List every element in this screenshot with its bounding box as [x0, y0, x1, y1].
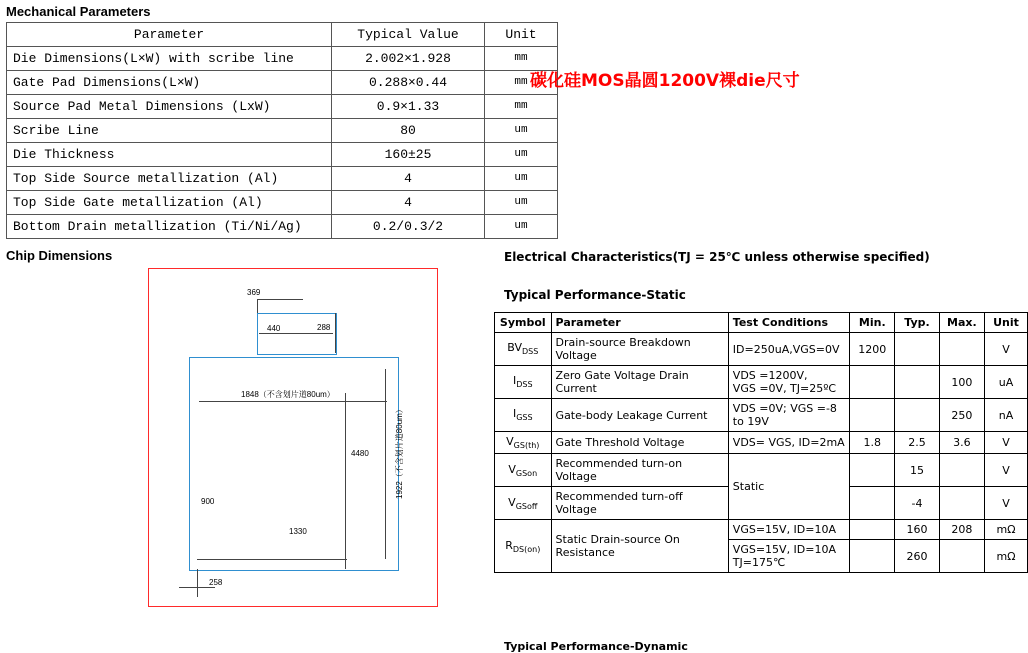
- cell-unit: V: [985, 487, 1028, 520]
- table-row: [495, 454, 1028, 487]
- symbol-base: V: [508, 495, 516, 509]
- cell-max: [939, 487, 984, 520]
- cell-value: 4: [332, 167, 485, 191]
- dim-label-left-offset: 900: [201, 497, 215, 506]
- symbol-subscript: DSS: [521, 347, 539, 357]
- column-header-parameter: Parameter: [551, 313, 728, 333]
- cell-unit: um: [485, 119, 558, 143]
- cell-parameter: Gate Pad Dimensions(L×W): [7, 71, 332, 95]
- cell-symbol: [495, 520, 552, 573]
- cell-typ: [895, 399, 939, 432]
- symbol-base: I: [512, 374, 517, 388]
- symbol-subscript: GS(th): [513, 441, 540, 451]
- symbol-subscript: GSS: [516, 413, 533, 423]
- cell-typ: -4: [895, 487, 939, 520]
- dim-label-bottom-offset: 258: [209, 578, 223, 587]
- table-row: [7, 119, 558, 143]
- cell-parameter: Die Dimensions(L×W) with scribe line: [7, 47, 332, 71]
- cell-unit: nA: [985, 399, 1028, 432]
- dim-line: [197, 559, 347, 560]
- cell-value: 80: [332, 119, 485, 143]
- cell-parameter: Recommended turn-on Voltage: [551, 454, 728, 487]
- condition-line: TJ=175℃: [732, 556, 786, 570]
- column-header-min: Min.: [850, 313, 895, 333]
- condition-line: VDS =1200V,: [732, 369, 808, 382]
- symbol-subscript: DSS: [516, 380, 533, 390]
- column-header-typical-value: Typical Value: [332, 23, 485, 47]
- cell-typ: 15: [895, 454, 939, 487]
- cell-unit: uA: [985, 366, 1028, 399]
- cell-unit: um: [485, 191, 558, 215]
- symbol-subscript: GSon: [515, 468, 538, 478]
- cell-symbol: [495, 432, 552, 454]
- cell-max: 208: [939, 520, 984, 540]
- symbol-subscript: GSoff: [515, 501, 538, 511]
- cell-symbol: [495, 399, 552, 432]
- typical-performance-static-subtitle: Typical Performance-Static: [504, 288, 686, 302]
- cell-parameter: Recommended turn-off Voltage: [551, 487, 728, 520]
- dim-line: [257, 299, 258, 313]
- cell-min: [850, 540, 895, 573]
- cell-unit: mΩ: [985, 540, 1028, 573]
- mechanical-parameters-title: Mechanical Parameters: [6, 4, 151, 19]
- cell-typ: [895, 366, 939, 399]
- cell-typ: 260: [895, 540, 939, 573]
- cell-value: 2.002×1.928: [332, 47, 485, 71]
- column-header-typ: Typ.: [895, 313, 939, 333]
- cell-max: 3.6: [939, 432, 984, 454]
- table-header-row: [495, 313, 1028, 333]
- cell-value: 160±25: [332, 143, 485, 167]
- gate-pad-outline: [257, 313, 337, 355]
- dim-label-pad-top: 369: [247, 288, 261, 297]
- cell-conditions: Static: [728, 454, 850, 520]
- cell-parameter: Source Pad Metal Dimensions (LxW): [7, 95, 332, 119]
- table-row: [495, 432, 1028, 454]
- cell-unit: um: [485, 143, 558, 167]
- cell-min: 1.8: [850, 432, 895, 454]
- mechanical-parameters-table: [6, 22, 558, 239]
- cell-conditions: ID=250uA,VGS=0V: [728, 333, 850, 366]
- condition-line: VGS =0V, TJ=25ºC: [732, 382, 837, 395]
- table-row: [7, 143, 558, 167]
- symbol-base: V: [508, 462, 516, 476]
- cell-parameter: Die Thickness: [7, 143, 332, 167]
- symbol-subscript: DS(on): [512, 544, 541, 554]
- chip-dimensions-figure: [148, 268, 438, 607]
- symbol-base: BV: [507, 341, 522, 355]
- red-annotation-text: 碳化硅MOS晶圆1200V裸die尺寸: [530, 71, 800, 91]
- cell-value: 0.2/0.3/2: [332, 215, 485, 239]
- cell-parameter: Top Side Gate metallization (Al): [7, 191, 332, 215]
- typical-performance-dynamic-title: Typical Performance-Dynamic: [504, 640, 688, 653]
- dim-line: [197, 569, 198, 597]
- cell-typ: 2.5: [895, 432, 939, 454]
- cell-min: [850, 399, 895, 432]
- dim-line: [179, 587, 215, 588]
- table-row: [7, 167, 558, 191]
- condition-line: VGS=15V, ID=10A: [732, 543, 837, 557]
- dim-line: [199, 401, 387, 402]
- cell-max: 250: [939, 399, 984, 432]
- symbol-base: I: [512, 407, 517, 421]
- cell-unit: V: [985, 454, 1028, 487]
- dim-label-pad-height: 288: [317, 323, 331, 332]
- column-header-max: Max.: [939, 313, 984, 333]
- dim-label-right-depth: 4480: [351, 449, 369, 458]
- cell-parameter: Bottom Drain metallization (Ti/Ni/Ag): [7, 215, 332, 239]
- column-header-unit: Unit: [485, 23, 558, 47]
- table-row: [495, 366, 1028, 399]
- cell-max: 100: [939, 366, 984, 399]
- dim-line: [385, 369, 386, 559]
- table-row: [7, 47, 558, 71]
- table-row: [7, 95, 558, 119]
- dim-line: [257, 299, 303, 300]
- cell-unit: um: [485, 215, 558, 239]
- cell-typ: 160: [895, 520, 939, 540]
- cell-unit: V: [985, 333, 1028, 366]
- dim-line: [345, 393, 346, 569]
- cell-parameter: Gate-body Leakage Current: [551, 399, 728, 432]
- chip-dimensions-title: Chip Dimensions: [6, 248, 113, 263]
- dim-label-inner-height: 1922（不含划片道80um）: [395, 405, 404, 499]
- cell-parameter: Gate Threshold Voltage: [551, 432, 728, 454]
- cell-value: 4: [332, 191, 485, 215]
- cell-parameter: Zero Gate Voltage Drain Current: [551, 366, 728, 399]
- table-row: [7, 215, 558, 239]
- cell-max: [939, 333, 984, 366]
- symbol-base: V: [506, 435, 514, 448]
- table-header-row: [7, 23, 558, 47]
- cell-unit: mm: [485, 47, 558, 71]
- cell-max: [939, 454, 984, 487]
- dim-label-bottom-width: 1330: [289, 527, 307, 536]
- cell-conditions: VGS=15V, ID=10A: [728, 520, 850, 540]
- symbol-base: R: [505, 538, 513, 552]
- cell-unit: V: [985, 432, 1028, 454]
- cell-unit: mΩ: [985, 520, 1028, 540]
- cell-parameter: Top Side Source metallization (Al): [7, 167, 332, 191]
- cell-min: [850, 520, 895, 540]
- cell-unit: mm: [485, 95, 558, 119]
- dim-line: [259, 333, 333, 334]
- dim-label-pad-width: 440: [267, 324, 281, 333]
- column-header-test-conditions: Test Conditions: [728, 313, 850, 333]
- cell-conditions: VDS =0V; VGS =-8 to 19V: [728, 399, 850, 432]
- cell-symbol: [495, 454, 552, 487]
- table-row: [495, 520, 1028, 540]
- table-row: [495, 333, 1028, 366]
- column-header-parameter: Parameter: [7, 23, 332, 47]
- dim-line: [335, 313, 336, 353]
- table-row: [7, 191, 558, 215]
- cell-min: 1200: [850, 333, 895, 366]
- cell-parameter: Static Drain-source On Resistance: [551, 520, 728, 573]
- cell-symbol: [495, 366, 552, 399]
- cell-value: 0.9×1.33: [332, 95, 485, 119]
- cell-symbol: [495, 487, 552, 520]
- cell-parameter: Scribe Line: [7, 119, 332, 143]
- cell-value: 0.288×0.44: [332, 71, 485, 95]
- cell-max: [939, 540, 984, 573]
- cell-unit: mm: [485, 71, 558, 95]
- cell-symbol: [495, 333, 552, 366]
- cell-min: [850, 366, 895, 399]
- cell-min: [850, 454, 895, 487]
- cell-unit: um: [485, 167, 558, 191]
- column-header-unit: Unit: [985, 313, 1028, 333]
- electrical-characteristics-title: Electrical Characteristics(TJ = 25℃ unless otherwise specified): [504, 250, 930, 264]
- electrical-characteristics-table: [494, 312, 1028, 573]
- column-header-symbol: Symbol: [495, 313, 552, 333]
- table-row: [495, 399, 1028, 432]
- cell-min: [850, 487, 895, 520]
- cell-typ: [895, 333, 939, 366]
- dim-label-inner-width: 1848（不含划片道80um）: [241, 390, 335, 399]
- cell-conditions: [728, 366, 850, 399]
- table-row: [7, 71, 558, 95]
- cell-conditions: VDS= VGS, ID=2mA: [728, 432, 850, 454]
- cell-parameter: Drain-source Breakdown Voltage: [551, 333, 728, 366]
- cell-conditions: [728, 540, 850, 573]
